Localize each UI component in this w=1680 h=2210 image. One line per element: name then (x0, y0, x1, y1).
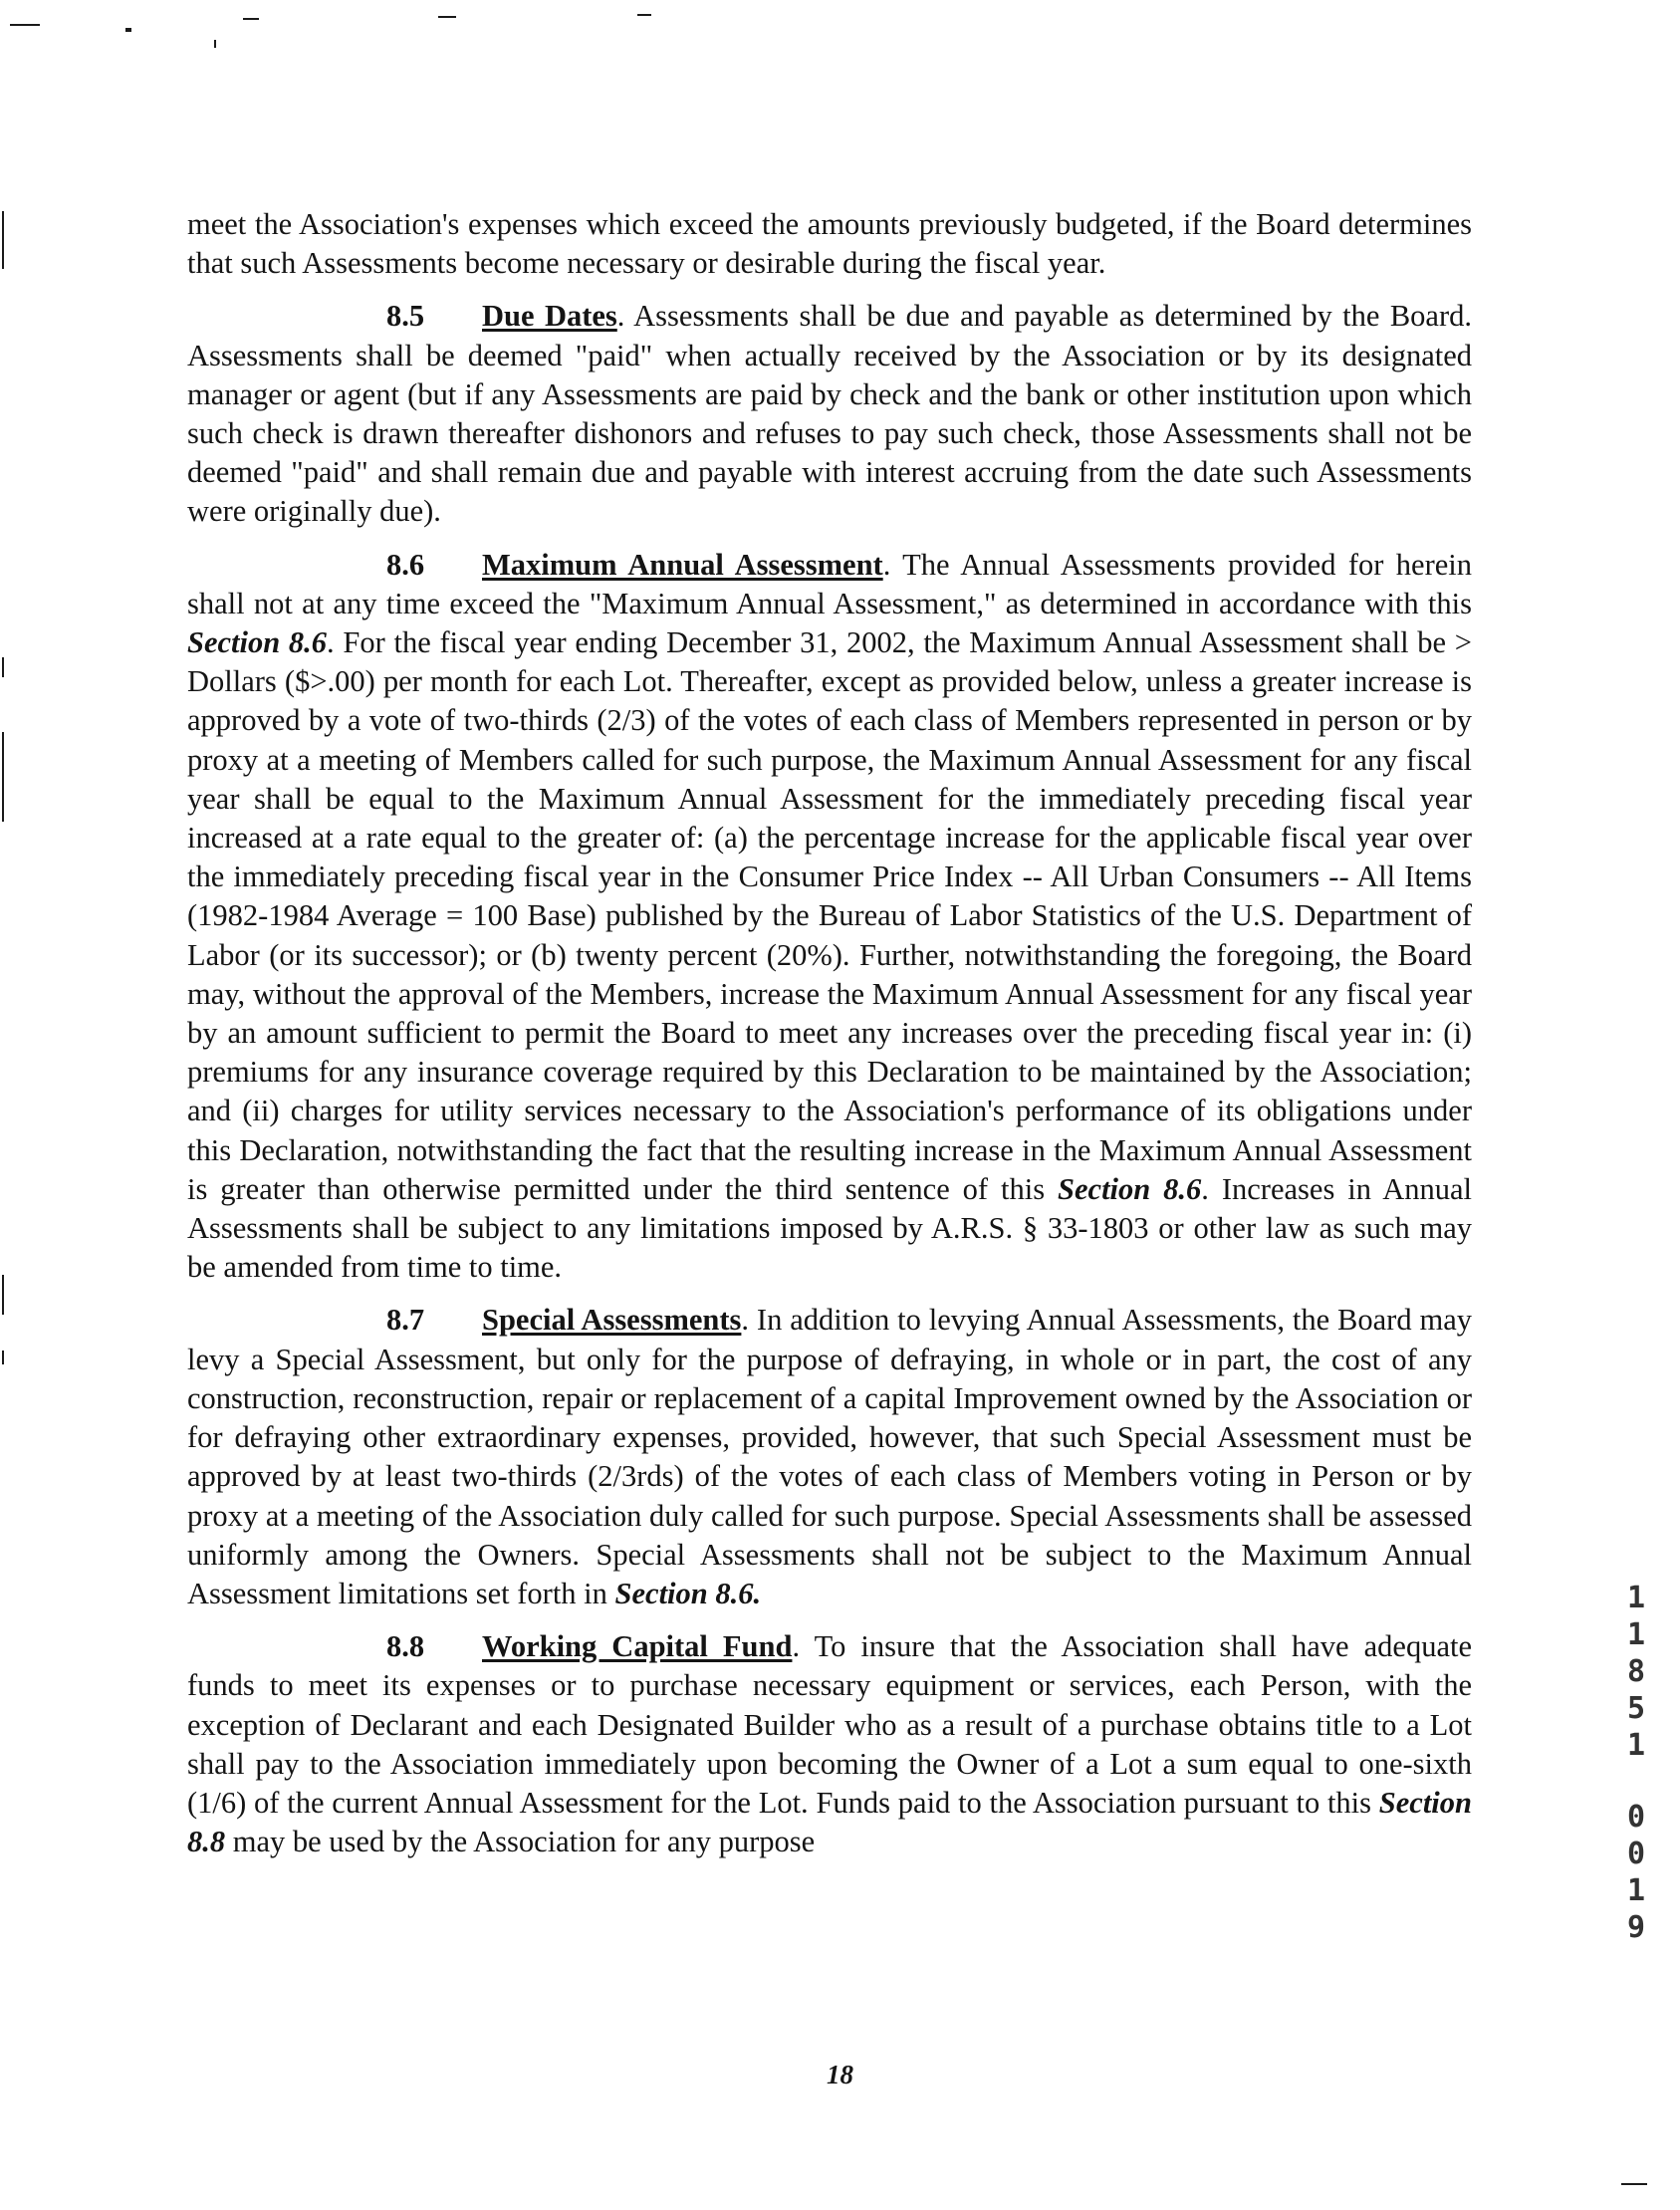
scan-mark-top-5 (637, 14, 651, 16)
section-reference: Section 8.6 (614, 1576, 754, 1610)
body-text (187, 205, 1472, 1861)
section-8-7 (187, 1301, 1472, 1613)
scan-mark-left-2 (2, 657, 4, 677)
stamp-digit: 0 (1626, 1800, 1646, 1835)
section-reference: Section 8.6 (1058, 1171, 1202, 1206)
scan-mark-bottom-right (1621, 2183, 1647, 2185)
section-title-punct: . (882, 547, 891, 582)
margin-stamp-upper (1621, 1580, 1651, 1764)
section-body: The Annual Assessments provided for herein shall not at any time exceed the "Maximum Annual Assessment," as determined in accordance with this (187, 547, 1472, 620)
section-body: may be used by the Association for any purpose (225, 1825, 816, 1859)
section-title-punct: . (616, 299, 625, 334)
scan-mark-top-3 (243, 18, 259, 20)
section-number: 8.7 (386, 1303, 425, 1338)
paragraph-continuation-text: meet the Association's expenses which exceed the amounts previously budgeted, if the Board determines that such Assessments become necessary or desirable during the fiscal year. (187, 207, 1472, 281)
stamp-digit: 8 (1626, 1654, 1646, 1689)
scan-mark-top-4 (438, 16, 456, 18)
section-title: Special Assessments (482, 1303, 742, 1338)
stamp-digit: 1 (1626, 1873, 1646, 1908)
section-number: 8.5 (386, 299, 425, 334)
section-body: Assessments shall be due and payable as determined by the Board. Assessments shall be deemed "paid" when actually received by the Association or by its designated manager or agent (but if any Assessments are paid by check and the bank or other institution upon which such check is drawn thereafter dishonors and refuses to pay such check, those Assessments shall not be deemed "paid" and shall remain due and payable with interest accruing from the date such Assessments were originally due). (187, 299, 1472, 529)
section-body: . Increases in Annual Assessments shall be subject to any limitations imposed by A.R.S. § 33-1803 or other law as such may be amended from time to time. (187, 1171, 1473, 1285)
section-title-punct: . (741, 1303, 750, 1338)
section-reference: Section 8.8 (187, 1785, 1472, 1859)
scan-mark-left-3 (2, 732, 4, 822)
scan-mark-left-4 (2, 1275, 4, 1315)
section-8-8 (187, 1627, 1472, 1861)
section-8-5 (187, 297, 1472, 531)
scan-mark-left-5 (2, 1351, 4, 1364)
section-reference: Section 8.6 (187, 625, 328, 660)
section-body: . For the fiscal year ending December 31, 2002, the Maximum Annual Assessment shall be > Dollars ($>.00) per month for each Lot. Thereafter, except as provided below, unless a greater increase is approved by a vote of two-thirds (2/3) of the votes of each class of Members represented in person or by proxy at a meeting of Members called for such purpose, the Maximum Annual Assessment for any fiscal year shall be equal to the Maximum Annual Assessment for the immediately preceding fiscal year increased at a rate equal to the greater of: (a) the percentage increase for the applicable fiscal year over the immediately preceding fiscal year in the Consumer Price Index -- All Urban Consumers -- All Items (1982-1984 Average = 100 Base) published by the Bureau of Labor Statistics of the U.S. Department of Labor (or its successor); or (b) twenty percent (20%). Further, notwithstanding the foregoing, the Board may, without the approval of the Members, increase the Maximum Annual Assessment for any fiscal year by an amount sufficient to permit the Board to meet any increases over the preceding fiscal year in: (i) premiums for any insurance coverage required by this Declaration to be maintained by the Association; and (ii) charges for utility services necessary to the Association's performance of its obligations under this Declaration, notwithstanding the fact that the resulting increase in the Maximum Annual Assessment is greater than otherwise permitted under the third sentence of this (187, 625, 1473, 1206)
section-title-punct: . (792, 1629, 801, 1664)
section-number: 8.8 (386, 1629, 425, 1664)
scan-mark-top-1 (10, 24, 40, 26)
section-number: 8.6 (386, 547, 425, 582)
stamp-digit: 5 (1626, 1691, 1646, 1726)
scan-mark-top-6 (214, 40, 216, 48)
section-8-6 (187, 546, 1472, 1288)
section-body: In addition to levying Annual Assessments, the Board may levy a Special Assessment, but only for the purpose of defraying, in whole or in part, the cost of any construction, reconstruction, repair or replacement of a capital Improvement owned by the Association or for defraying other extraordinary expenses, provided, however, that such Special Assessment must be approved by at least two-thirds (2/3rds) of the votes of each class of Members voting in Person or by proxy at a meeting of the Association duly called for such purpose. Special Assessments shall be assessed uniformly among the Owners. Special Assessments shall not be subject to the Maximum Annual Assessment limitations set forth in (187, 1303, 1473, 1610)
section-title: Maximum Annual Assessment (482, 547, 883, 582)
section-body: To insure that the Association shall have adequate funds to meet its expenses or to purchase necessary equipment or services, each Person, with the exception of Declarant and each Designated Builder who as a result of a purchase obtains title to a Lot shall pay to the Association immediately upon becoming the Owner of a Lot a sum equal to one-sixth (1/6) of the current Annual Assessment for the Lot. Funds paid to the Association pursuant to this (187, 1629, 1472, 1820)
page-number: 18 (827, 2060, 853, 2089)
paragraph-continuation (187, 205, 1472, 283)
stamp-digit: 1 (1626, 1617, 1646, 1652)
scan-mark-top-2 (125, 28, 131, 32)
stamp-digit: 9 (1626, 1910, 1646, 1945)
section-title: Due Dates (482, 299, 617, 334)
section-title: Working Capital Fund (482, 1629, 793, 1664)
scan-mark-left-1 (2, 211, 4, 269)
stamp-digit: 0 (1626, 1837, 1646, 1871)
stamp-digit: 1 (1626, 1728, 1646, 1763)
stamp-digit: 1 (1626, 1581, 1646, 1615)
section-reference-punct: . (753, 1576, 762, 1610)
margin-stamp-lower (1621, 1799, 1651, 1946)
